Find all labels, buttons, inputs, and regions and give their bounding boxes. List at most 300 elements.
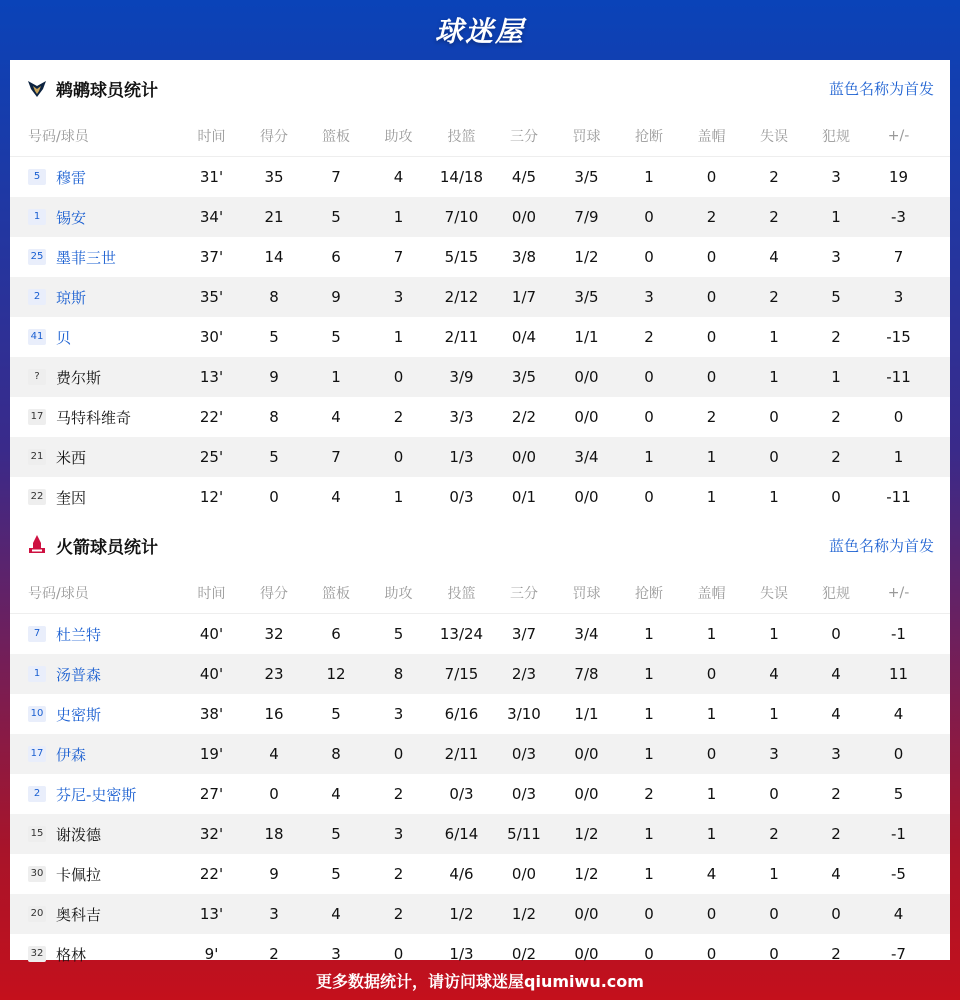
jersey-number-badge: 17 — [28, 409, 46, 425]
stat-cell: 0 — [393, 945, 404, 963]
table-row[interactable] — [10, 397, 950, 437]
stat-cell: 2/3 — [511, 665, 537, 683]
stat-cell: -1 — [891, 825, 906, 843]
player-cell — [10, 367, 180, 388]
player-cell — [10, 167, 180, 188]
stat-cell: 2 — [769, 168, 779, 186]
team-section-pelicans — [10, 60, 950, 517]
stat-cell: 0 — [644, 945, 654, 963]
player-name[interactable]: 奎因 — [56, 488, 87, 507]
stat-cell: -11 — [886, 368, 911, 386]
stat-cell: 3/4 — [574, 625, 599, 643]
stat-cell: 32' — [199, 825, 224, 843]
stat-cell: 0/0 — [574, 945, 599, 963]
stat-cell: 2 — [769, 208, 779, 226]
stat-cell: 1 — [393, 328, 404, 346]
stat-cell: 7/10 — [444, 208, 479, 226]
player-name[interactable]: 墨菲三世 — [56, 248, 117, 267]
column-header: +/- — [887, 585, 910, 601]
jersey-number-badge: 15 — [28, 826, 46, 842]
stat-cell: 7/15 — [444, 665, 479, 683]
jersey-number-badge: 17 — [28, 746, 46, 762]
table-row[interactable] — [10, 437, 950, 477]
stat-cell: 5 — [331, 208, 341, 226]
stat-cell: 1/3 — [449, 448, 474, 466]
stat-cell: 0 — [769, 905, 779, 923]
starter-hint: 蓝色名称为首发 — [828, 536, 934, 555]
jersey-number-badge: 30 — [28, 866, 46, 882]
column-header: 助攻 — [384, 586, 413, 602]
stat-cell: 2 — [769, 288, 779, 306]
player-name[interactable]: 奥科吉 — [56, 905, 102, 924]
player-cell — [10, 624, 180, 645]
stat-cell: 14 — [264, 248, 284, 266]
table-row[interactable] — [10, 157, 950, 197]
table-row[interactable] — [10, 814, 950, 854]
player-name[interactable]: 芬尼-史密斯 — [56, 785, 137, 804]
stat-cell: 1 — [644, 665, 654, 683]
player-name[interactable]: 谢泼德 — [56, 825, 102, 844]
stat-cell: 3 — [831, 168, 841, 186]
stat-cell: 31' — [199, 168, 224, 186]
stat-cell: 2 — [269, 945, 279, 963]
table-header-row — [10, 573, 950, 614]
table-row[interactable] — [10, 277, 950, 317]
player-cell — [10, 327, 180, 348]
stat-cell: 0/2 — [511, 945, 537, 963]
stat-cell: 9 — [269, 368, 279, 386]
stat-cell: 7 — [393, 248, 404, 266]
stat-cell: 5 — [331, 825, 341, 843]
section-header — [10, 60, 950, 116]
stat-cell: 13/24 — [439, 625, 484, 643]
table-row[interactable] — [10, 694, 950, 734]
stat-cell: 0/0 — [574, 785, 599, 803]
stat-cell: 5 — [331, 865, 341, 883]
player-name[interactable]: 锡安 — [56, 208, 87, 227]
stat-cell: 0 — [831, 905, 841, 923]
stat-cell: 4 — [269, 745, 279, 763]
stat-cell: 0 — [706, 248, 717, 266]
stat-cell: 1 — [769, 865, 779, 883]
player-name[interactable]: 琼斯 — [56, 288, 87, 307]
jersey-number-badge: ? — [28, 369, 46, 385]
stat-cell: 4 — [331, 488, 341, 506]
stat-cell: 1/2 — [574, 825, 599, 843]
stat-cell: 9 — [331, 288, 341, 306]
stat-cell: 4 — [331, 785, 341, 803]
stat-cell: 1 — [769, 625, 779, 643]
stat-cell: 13' — [199, 905, 224, 923]
player-cell — [10, 487, 180, 508]
table-row[interactable] — [10, 237, 950, 277]
stat-cell: 1/1 — [574, 328, 599, 346]
stat-cell: 0 — [706, 368, 717, 386]
stat-cell: 0 — [644, 488, 654, 506]
stat-cell: 0 — [769, 408, 779, 426]
stat-cell: 3/8 — [511, 248, 537, 266]
stat-cell: 0 — [706, 745, 717, 763]
jersey-number-badge: 5 — [28, 169, 46, 185]
stat-cell: 35 — [264, 168, 284, 186]
stat-cell: 30' — [199, 328, 224, 346]
table-row[interactable] — [10, 654, 950, 694]
stat-cell: 1/3 — [449, 945, 474, 963]
player-cell — [10, 704, 180, 725]
player-name[interactable]: 伊森 — [56, 745, 87, 764]
stat-cell: 1 — [893, 448, 904, 466]
column-header: 盖帽 — [697, 129, 726, 145]
stat-cell: 4 — [893, 905, 904, 923]
player-cell — [10, 664, 180, 685]
table-row[interactable] — [10, 477, 950, 517]
stat-cell: 0 — [706, 328, 717, 346]
stat-cell: 0 — [393, 368, 404, 386]
table-row[interactable] — [10, 614, 950, 654]
stat-cell: 0 — [706, 905, 717, 923]
stat-cell: 8 — [269, 288, 279, 306]
stat-cell: 0 — [706, 945, 717, 963]
stat-cell: 2 — [831, 328, 841, 346]
stat-cell: 0/0 — [574, 488, 599, 506]
stat-cell: 5 — [331, 328, 341, 346]
stat-cell: 1/2 — [511, 905, 537, 923]
stat-cell: 4 — [769, 248, 779, 266]
stat-cell: 2 — [393, 785, 404, 803]
stat-cell: 2 — [393, 408, 404, 426]
stat-cell: 4/5 — [511, 168, 537, 186]
column-header: 得分 — [260, 586, 288, 602]
column-header: 号码/球员 — [28, 586, 89, 602]
table-row[interactable] — [10, 894, 950, 934]
stat-cell: 0/0 — [574, 905, 599, 923]
stat-cell: 2 — [831, 825, 841, 843]
stat-cell: 1 — [331, 368, 341, 386]
stat-cell: 3/5 — [574, 288, 599, 306]
stat-cell: 8 — [393, 665, 404, 683]
jersey-number-badge: 32 — [28, 946, 46, 962]
stat-cell: 1 — [706, 625, 717, 643]
stat-cell: 32 — [264, 625, 284, 643]
stat-cell: 3 — [769, 745, 779, 763]
table-row[interactable] — [10, 734, 950, 774]
stat-cell: 0/3 — [449, 488, 474, 506]
stat-cell: 4 — [831, 665, 841, 683]
section-title-group — [26, 76, 158, 101]
stat-cell: -7 — [891, 945, 906, 963]
jersey-number-badge: 21 — [28, 449, 46, 465]
player-name[interactable]: 格林 — [56, 945, 87, 964]
stat-cell: 22' — [199, 865, 224, 883]
stat-cell: 0 — [393, 745, 404, 763]
jersey-number-badge: 20 — [28, 906, 46, 922]
stat-cell: 2 — [831, 408, 841, 426]
stat-cell: 7 — [331, 168, 341, 186]
stat-cell: 1 — [769, 488, 779, 506]
section-title: 火箭球员统计 — [56, 537, 158, 558]
player-cell — [10, 247, 180, 268]
jersey-number-badge: 7 — [28, 626, 46, 642]
stat-cell: 8 — [269, 408, 279, 426]
stat-cell: 4 — [769, 665, 779, 683]
stat-cell: 5 — [269, 328, 279, 346]
jersey-number-badge: 2 — [28, 786, 46, 802]
column-header: 三分 — [510, 586, 538, 602]
stats-panel — [10, 60, 950, 964]
jersey-number-badge: 10 — [28, 706, 46, 722]
column-header: 三分 — [510, 129, 538, 145]
stat-cell: 2/11 — [444, 745, 479, 763]
player-name[interactable]: 费尔斯 — [56, 368, 102, 387]
stat-cell: 0 — [269, 488, 279, 506]
column-header: +/- — [887, 128, 910, 144]
stat-cell: 3 — [831, 745, 841, 763]
table-row[interactable] — [10, 854, 950, 894]
player-cell — [10, 904, 180, 925]
column-header: 助攻 — [384, 129, 413, 145]
stat-cell: 2/12 — [444, 288, 479, 306]
stat-cell: 0 — [706, 288, 717, 306]
stat-cell: 34' — [199, 208, 224, 226]
stat-cell: 18 — [264, 825, 284, 843]
player-name[interactable]: 汤普森 — [56, 665, 102, 684]
section-title-group — [26, 533, 158, 558]
stat-cell: 1/2 — [574, 865, 599, 883]
stat-cell: 2 — [644, 785, 654, 803]
player-name[interactable]: 贝 — [56, 328, 72, 347]
player-cell — [10, 407, 180, 428]
table-row[interactable] — [10, 774, 950, 814]
stat-cell: 0/0 — [511, 448, 537, 466]
stat-cell: 0 — [893, 408, 904, 426]
player-cell — [10, 864, 180, 885]
stat-cell: 9 — [269, 865, 279, 883]
stat-cell: 0 — [893, 745, 904, 763]
stat-cell: 0/0 — [574, 408, 599, 426]
stat-cell: 1 — [393, 208, 404, 226]
stat-cell: 12' — [199, 488, 224, 506]
team-section-rockets — [10, 517, 950, 974]
stat-cell: 2 — [393, 905, 404, 923]
stat-cell: 3 — [393, 705, 404, 723]
stat-cell: 12 — [326, 665, 346, 683]
player-cell — [10, 447, 180, 468]
stat-cell: 23 — [264, 665, 284, 683]
stat-cell: 0 — [831, 625, 841, 643]
stat-cell: 0/1 — [511, 488, 537, 506]
column-header: 时间 — [197, 586, 226, 602]
player-name[interactable]: 穆雷 — [56, 168, 87, 187]
stat-cell: 1 — [644, 865, 654, 883]
stat-cell: 7 — [893, 248, 904, 266]
stat-cell: 38' — [199, 705, 224, 723]
stat-cell: 2 — [831, 785, 841, 803]
stat-cell: -5 — [891, 865, 906, 883]
stat-cell: 1 — [644, 745, 654, 763]
stat-cell: 40' — [199, 665, 224, 683]
stat-cell: 3/5 — [574, 168, 599, 186]
stat-cell: 1/2 — [449, 905, 474, 923]
stat-cell: 2 — [769, 825, 779, 843]
stat-cell: 1 — [644, 168, 654, 186]
stat-cell: 19 — [888, 168, 909, 186]
stat-cell: 1 — [644, 825, 654, 843]
section-header — [10, 517, 950, 573]
stat-cell: -3 — [891, 208, 906, 226]
stat-cell: 1 — [706, 785, 717, 803]
stat-cell: 2 — [831, 448, 841, 466]
player-cell — [10, 744, 180, 765]
column-header: 失误 — [760, 129, 788, 145]
jersey-number-badge: 1 — [28, 209, 46, 225]
stat-cell: 1/2 — [574, 248, 599, 266]
column-header: 抢断 — [635, 129, 663, 145]
stat-cell: 1 — [644, 705, 654, 723]
stat-cell: 3/4 — [574, 448, 599, 466]
stat-cell: 1/7 — [511, 288, 537, 306]
column-header: 犯规 — [822, 586, 850, 602]
player-name[interactable]: 杜兰特 — [56, 625, 102, 644]
stat-cell: 14/18 — [439, 168, 484, 186]
player-name[interactable]: 卡佩拉 — [56, 865, 102, 884]
stat-cell: 2/11 — [444, 328, 479, 346]
stat-cell: 0/3 — [511, 745, 537, 763]
stat-cell: 3 — [831, 248, 841, 266]
stat-cell: 0 — [644, 905, 654, 923]
stat-cell: -1 — [891, 625, 906, 643]
stat-cell: 1 — [706, 488, 717, 506]
stat-cell: 6 — [331, 625, 341, 643]
stat-cell: 6/14 — [444, 825, 479, 843]
table-row[interactable] — [10, 197, 950, 237]
stat-cell: 13' — [199, 368, 224, 386]
stat-cell: 4 — [331, 905, 341, 923]
jersey-number-badge: 41 — [28, 329, 46, 345]
stat-cell: 3 — [331, 945, 341, 963]
stat-cell: 3 — [269, 905, 279, 923]
stat-cell: 0 — [769, 448, 779, 466]
table-row[interactable] — [10, 357, 950, 397]
jersey-number-badge: 25 — [28, 249, 46, 265]
column-header: 罚球 — [572, 129, 601, 145]
stat-cell: 9' — [204, 945, 219, 963]
stat-cell: 0/3 — [511, 785, 537, 803]
stat-cell: 5 — [893, 785, 904, 803]
stat-cell: 35' — [199, 288, 224, 306]
stat-cell: 3/7 — [511, 625, 537, 643]
stat-cell: 5/15 — [444, 248, 479, 266]
stat-cell: 7/9 — [574, 208, 599, 226]
player-cell — [10, 207, 180, 228]
player-name[interactable]: 马特科维奇 — [56, 408, 132, 427]
stat-cell: 5 — [331, 705, 341, 723]
stat-cell: 4 — [393, 168, 404, 186]
player-name[interactable]: 米西 — [56, 448, 87, 467]
stat-cell: 3 — [393, 825, 404, 843]
stat-cell: 6/16 — [444, 705, 479, 723]
stat-cell: -11 — [886, 488, 911, 506]
stat-cell: 3/5 — [511, 368, 537, 386]
stat-cell: 4 — [831, 705, 841, 723]
player-name[interactable]: 史密斯 — [56, 705, 102, 724]
stat-cell: 21 — [264, 208, 284, 226]
stat-cell: 1 — [393, 488, 404, 506]
table-row[interactable] — [10, 317, 950, 357]
stat-cell: 1 — [769, 705, 779, 723]
stat-cell: 5 — [831, 288, 841, 306]
jersey-number-badge: 2 — [28, 289, 46, 305]
stat-cell: 0/0 — [574, 368, 599, 386]
stat-cell: 0 — [644, 408, 654, 426]
table-header-row — [10, 116, 950, 157]
stat-cell: 11 — [888, 665, 909, 683]
column-header: 时间 — [197, 129, 226, 145]
stat-cell: 0 — [706, 168, 717, 186]
jersey-number-badge: 1 — [28, 666, 46, 682]
column-header: 罚球 — [572, 586, 601, 602]
column-header: 盖帽 — [697, 586, 726, 602]
column-header: 投篮 — [447, 129, 476, 145]
stat-cell: 1 — [706, 448, 717, 466]
stat-cell: 2 — [706, 208, 717, 226]
stat-cell: 4 — [893, 705, 904, 723]
stat-cell: 2 — [644, 328, 654, 346]
column-header: 失误 — [760, 586, 788, 602]
column-header: 篮板 — [322, 129, 350, 145]
stat-cell: 22' — [199, 408, 224, 426]
column-header: 得分 — [260, 129, 288, 145]
stat-cell: 27' — [199, 785, 224, 803]
stat-cell: 2 — [706, 408, 717, 426]
section-title: 鹈鹕球员统计 — [56, 80, 158, 101]
jersey-number-badge: 22 — [28, 489, 46, 505]
stat-cell: 2 — [831, 945, 841, 963]
stat-cell: 0/0 — [574, 745, 599, 763]
stat-cell: 1 — [769, 328, 779, 346]
stat-cell: 3 — [644, 288, 654, 306]
column-header: 犯规 — [822, 129, 850, 145]
footer-link[interactable]: 更多数据统计，请访问球迷屋qiumiwu.com — [316, 971, 644, 991]
stat-cell: 1 — [706, 825, 717, 843]
stat-cell: 16 — [264, 705, 284, 723]
stat-cell: 0/0 — [511, 208, 537, 226]
player-cell — [10, 784, 180, 805]
stat-cell: 7 — [331, 448, 341, 466]
app-header — [0, 0, 960, 60]
pelicans-logo-icon — [26, 77, 48, 99]
stat-cell: 19' — [199, 745, 224, 763]
stat-cell: 1/1 — [574, 705, 599, 723]
column-header: 篮板 — [322, 586, 350, 602]
stat-cell: 0 — [644, 248, 654, 266]
stat-cell: 1 — [644, 448, 654, 466]
stat-cell: 4/6 — [449, 865, 474, 883]
stat-cell: 5/11 — [507, 825, 541, 843]
stat-cell: 4 — [831, 865, 841, 883]
stat-cell: 1 — [769, 368, 779, 386]
stat-cell: 1 — [831, 368, 841, 386]
stat-cell: 0 — [706, 665, 717, 683]
stat-cell: 4 — [331, 408, 341, 426]
stat-cell: 0 — [769, 785, 779, 803]
column-header: 抢断 — [635, 586, 663, 602]
stat-cell: 0 — [269, 785, 279, 803]
stat-cell: 0 — [644, 368, 654, 386]
stat-cell: 4 — [706, 865, 717, 883]
stat-cell: 37' — [199, 248, 224, 266]
stat-cell: 6 — [331, 248, 341, 266]
stat-cell: 0/3 — [449, 785, 474, 803]
